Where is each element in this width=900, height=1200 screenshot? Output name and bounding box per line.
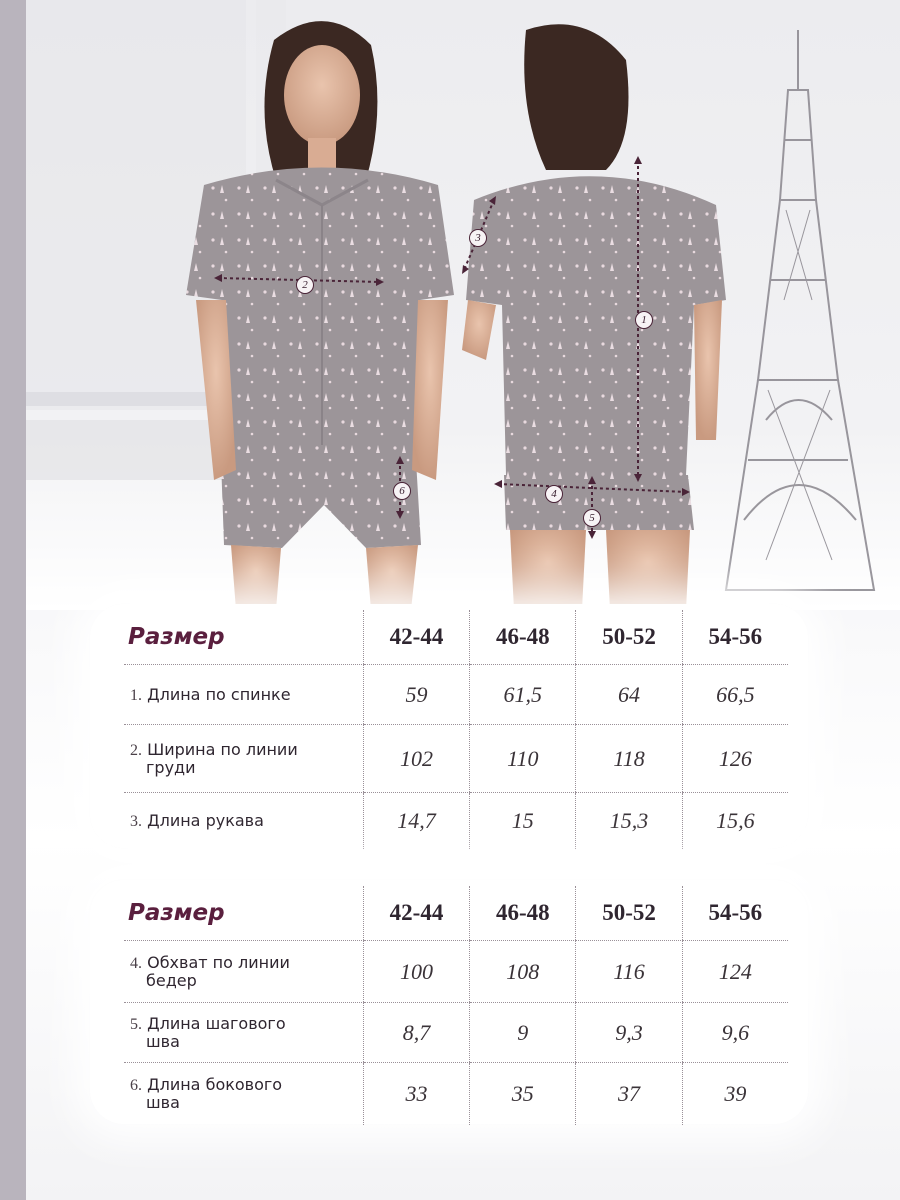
table-row: 4. Обхват по линии бедер 100 108 116 124 — [124, 941, 788, 1003]
marker-6: 6 — [393, 482, 411, 500]
marker-5: 5 — [583, 509, 601, 527]
size-table-bottom — [90, 880, 808, 1124]
table-row: 6. Длина бокового шва 33 35 37 39 — [124, 1063, 788, 1125]
size-col-2: 46-48 — [470, 610, 576, 665]
marker-4: 4 — [545, 485, 563, 503]
left-color-strip — [0, 0, 26, 1200]
table-row: 3. Длина рукава 14,7 15 15,3 15,6 — [124, 793, 788, 849]
size-col-1: 42-44 — [363, 610, 469, 665]
marker-3: 3 — [469, 229, 487, 247]
size-col-2: 46-48 — [470, 886, 576, 941]
table-row: 1. Длина по спинке 59 61,5 64 66,5 — [124, 665, 788, 725]
size-col-3: 50-52 — [576, 886, 682, 941]
table-row: 5. Длина шагового шва 8,7 9 9,3 9,6 — [124, 1003, 788, 1063]
size-table-top — [90, 604, 808, 848]
table-bottom-header: Размер — [124, 886, 363, 941]
marker-1: 1 — [635, 311, 653, 329]
table-top-header: Размер — [124, 610, 363, 665]
size-col-3: 50-52 — [576, 610, 682, 665]
size-col-1: 42-44 — [363, 886, 469, 941]
size-col-4: 54-56 — [682, 610, 788, 665]
size-col-4: 54-56 — [682, 886, 788, 941]
table-row: 2. Ширина по линии груди 102 110 118 126 — [124, 725, 788, 793]
product-photo — [26, 0, 900, 610]
marker-2: 2 — [296, 276, 314, 294]
